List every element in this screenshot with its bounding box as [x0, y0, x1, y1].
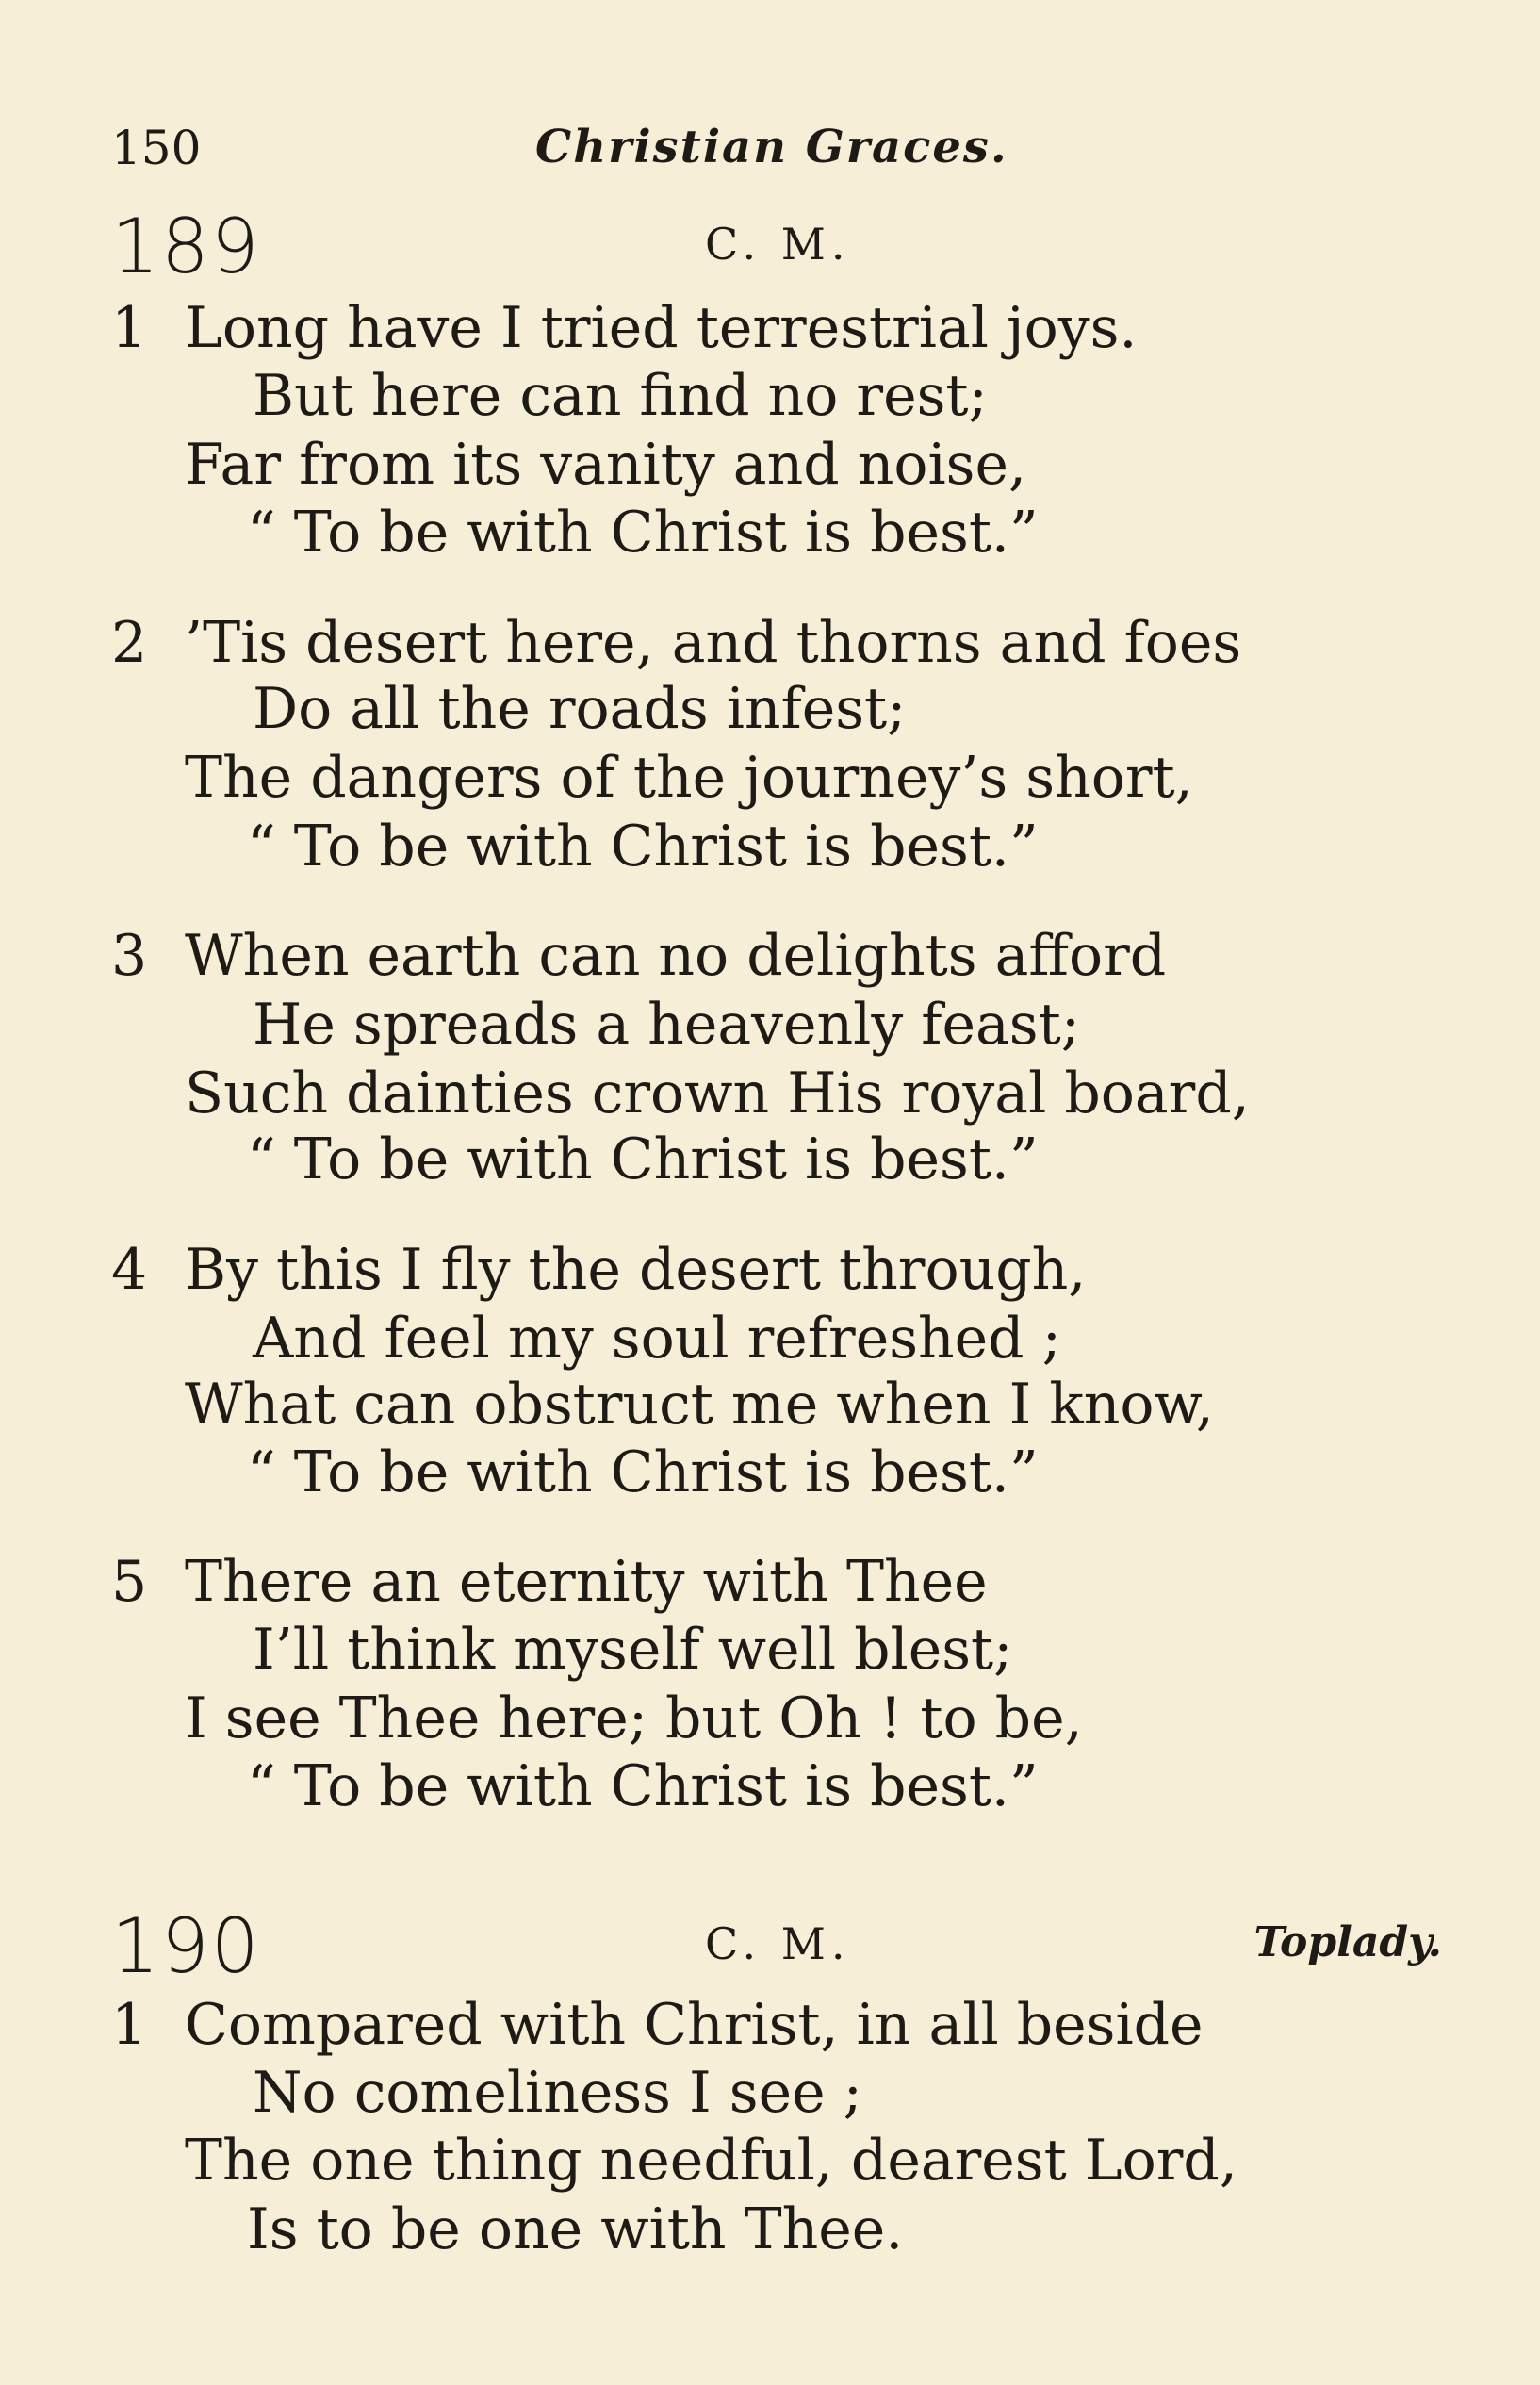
verse-line: He spreads a heavenly feast; — [253, 992, 1080, 1058]
verse-line: By this I fly the desert through, — [185, 1237, 1087, 1303]
verse-line: What can obstruct me when I know, — [185, 1372, 1214, 1438]
verse-number: 3 — [111, 923, 148, 989]
page-header — [111, 111, 1421, 177]
verse-number: 1 — [111, 1992, 148, 2058]
hymn-number: 189 — [111, 203, 261, 290]
verse-line: Compared with Christ, in all beside — [185, 1992, 1204, 2058]
verse-line: “ To be with Christ is best.” — [247, 500, 1039, 566]
verse-line: No comeliness I see ; — [253, 2060, 862, 2126]
verse-line: Is to be one with Thee. — [247, 2196, 904, 2262]
verse-line: And feel my soul refreshed ; — [253, 1306, 1061, 1372]
verse-line: When earth can no delights afford — [185, 923, 1167, 989]
verse-line: I see Thee here; but Oh ! to be, — [185, 1686, 1083, 1752]
verse-number: 1 — [111, 295, 148, 361]
hymn-meter: C. M. — [705, 1918, 851, 1969]
verse-line: The one thing needful, dearest Lord, — [185, 2128, 1237, 2194]
verse-line: ’Tis desert here, and thorns and foes — [185, 610, 1242, 676]
hymn-author: Toplady. — [1253, 1918, 1442, 1966]
verse-number: 4 — [111, 1237, 148, 1303]
verse-line: “ To be with Christ is best.” — [247, 1127, 1039, 1192]
running-head: Christian Graces. — [535, 121, 1008, 173]
verse-line: Do all the roads infest; — [253, 676, 907, 742]
verse-line: The dangers of the journey’s short, — [185, 745, 1193, 811]
hymn-number: 190 — [111, 1902, 261, 1990]
verse-line: There an eternity with Thee — [185, 1549, 988, 1615]
verse-number: 5 — [111, 1549, 148, 1615]
verse-line: Far from its vanity and noise, — [185, 432, 1027, 498]
verse-line: “ To be with Christ is best.” — [247, 1439, 1039, 1505]
verse-number: 2 — [111, 610, 148, 676]
verse-line: “ To be with Christ is best.” — [247, 814, 1039, 880]
verse-line: Such dainties crown His royal board, — [185, 1061, 1250, 1127]
verse-line: Long have I tried terrestrial joys. — [185, 295, 1138, 361]
verse-line: “ To be with Christ is best.” — [247, 1753, 1039, 1819]
page-number: 150 — [111, 121, 202, 175]
verse-line: I’ll think myself well blest; — [253, 1617, 1013, 1683]
verse-line: But here can find no rest; — [253, 363, 988, 429]
hymn-meter: C. M. — [705, 219, 851, 270]
